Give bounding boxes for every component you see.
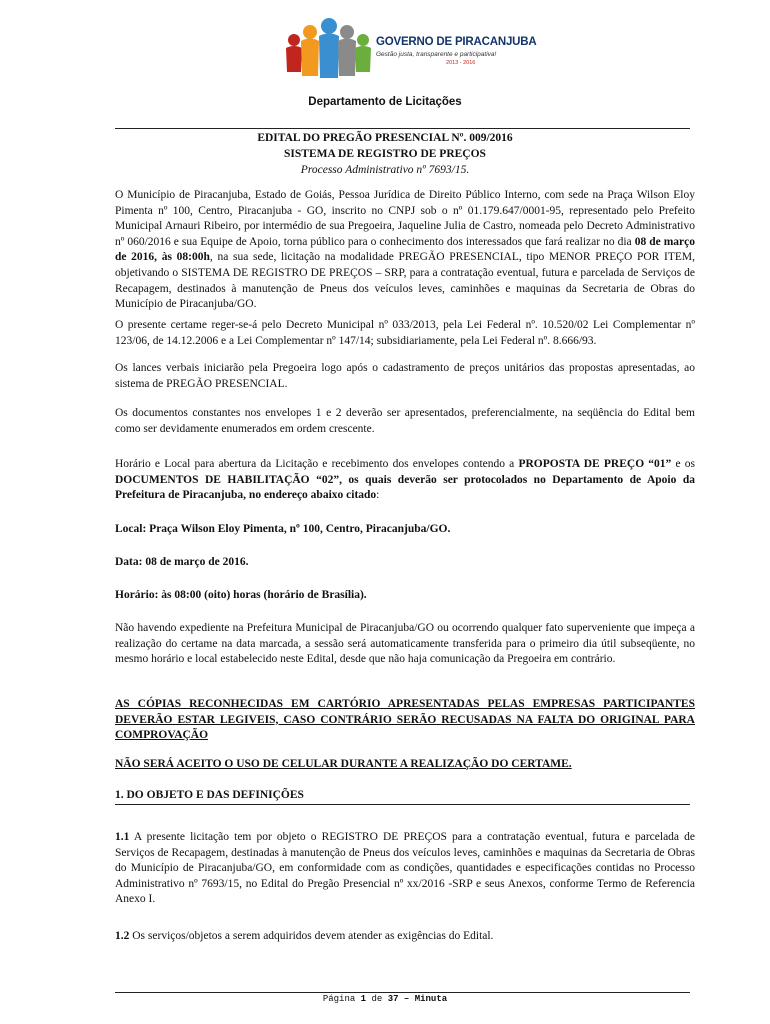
process-number: Processo Administrativo nº 7693/15. [300, 164, 470, 176]
envelope-habilitacao-bold: DOCUMENTOS DE HABILITAÇÃO “02”, os quais deverão ser protocolados no Departamento de Apoio da Prefeitura de Piracanjuba, no endereço abaixo citado [115, 473, 695, 502]
copies-warning: AS CÓPIAS RECONHECIDAS EM CARTÓRIO APRESENTADAS PELAS EMPRESAS PARTICIPANTES DEVERÃO ESTAR LEGIVEIS, CASO CONTRÁRIO SERÃO RECUSADAS NA FALTA DO ORIGINAL PARA COMPROVAÇÃO [115, 698, 695, 742]
intro-paragraph [115, 188, 695, 313]
edital-subtitle: SISTEMA DE REGISTRO DE PREÇOS [284, 148, 486, 160]
legal-basis-paragraph: O presente certame reger-se-á pelo Decreto Municipal nº 033/2013, pela Lei Federal nº. 10.520/02 Lei Complementar nº 123/06, de 14.12.2006 e a Lei Complementar nº 147/14; subsidiariamente, pela Lei Federal nº. 8.666/93. [115, 319, 695, 347]
item-1-2-paragraph [115, 929, 695, 945]
footer-page-number: 1 [360, 994, 367, 1004]
intro-text-a: O Município de Piracanjuba, Estado de Goiás, Pessoa Jurídica de Direito Público Interno, com sede na Praça Wilson Eloy Pimenta nº 100, Centro, Piracanjuba - GO, inscrito no CNPJ sob o nº 01.179.647/0001-95, representado pelo Prefeito Municipal Arnauri Ribeiro, por intermédio de sua Pregoeira, Jaqueline Julia de Castro, nomeada pelo Decreto Administrativo nº 060/2016 e sua Equipe de Apoio, torna público para o conhecimento dos interessados que fará realizar no dia [115, 189, 695, 248]
envelope-text-a: Horário e Local para abertura da Licitação e recebimento dos envelopes contendo a [115, 458, 519, 470]
cellphone-warning: NÃO SERÁ ACEITO O USO DE CELULAR DURANTE A REALIZAÇÃO DO CERTAME. [115, 758, 572, 770]
no-expedient-paragraph: Não havendo expediente na Prefeitura Municipal de Piracanjuba/GO ou ocorrendo qualquer fato superveniente que impeça a realização do certame na data marcada, a sessão será automaticamente transferida para o primeiro dia útil subseqüente, no mesmo horário e local estabelecido neste Edital, desde que não haja comunicação da Pregoeira em contrário. [115, 622, 695, 666]
item-1-1-number: 1.1 [115, 831, 130, 843]
footer-suffix: – Minuta [403, 994, 448, 1004]
header-divider [115, 128, 690, 129]
page-footer [0, 994, 770, 1004]
footer-of-label: de [371, 994, 383, 1004]
governo-piracanjuba-logo [282, 14, 537, 86]
time-line: Horário: às 08:00 (oito) horas (horário de Brasília). [115, 589, 367, 601]
envelope-paragraph [115, 457, 695, 504]
envelope-text-d: : [376, 489, 380, 502]
date-line: Data: 08 de março de 2016. [115, 556, 249, 568]
intro-text-b: , na sua sede, licitação na modalidade PREGÃO PRESENCIAL, tipo MENOR PREÇO POR ITEM, objetivando o SISTEMA DE REGISTRO DE PREÇOS – SRP, para a contratação eventual, futura e parcelada de Serviços de Recapagem, destinados à manutenção de Pneus dos veículos leves, caminhões e maquinas da Secretaria de Obras do Município de Piracanjuba/GO. [115, 251, 695, 311]
item-1-2-number: 1.2 [115, 930, 130, 942]
envelope-proposta-bold: PROPOSTA DE PREÇO “01” [518, 458, 672, 470]
logo-years: 2013 - 2016 [446, 60, 476, 66]
people-figures-icon [282, 14, 374, 84]
item-1-1-text: A presente licitação tem por objeto o REGISTRO DE PREÇOS para a contratação eventual, futura e parcelada de Serviços de Recapagem, destinadas à manutenção de Pneus dos veículos leves, caminhões e maquinas da Secretaria de Obras do Município de Piracanjuba/GO, em conformidade com as condições, quantidades e especificações contidas no Processo Administrativo nº 7693/15, no Edital do Pregão Presencial nº xx/2016 -SRP e seus Anexos, conforme Termo de Referencia Anexo I. [115, 831, 695, 906]
footer-divider [115, 992, 690, 993]
item-1-1-paragraph [115, 830, 695, 908]
logo-text [376, 36, 536, 66]
department-title: Departamento de Licitações [308, 96, 462, 108]
envelope-text-c: e os [671, 458, 695, 470]
item-1-2-text: Os serviços/objetos a serem adquiridos devem atender as exigências do Edital. [129, 930, 494, 942]
footer-total-pages: 37 [387, 994, 399, 1004]
section-1-title: 1. DO OBJETO E DAS DEFINIÇÕES [115, 789, 304, 801]
footer-page-label: Página [322, 994, 356, 1004]
edital-title: EDITAL DO PREGÃO PRESENCIAL Nº. 009/2016 [257, 132, 513, 144]
documents-paragraph: Os documentos constantes nos envelopes 1 e 2 deverão ser apresentados, preferencialmente, na seqüência do Edital bem como ser devidamente enumerados em ordem crescente. [115, 407, 695, 435]
local-line: Local: Praça Wilson Eloy Pimenta, nº 100, Centro, Piracanjuba/GO. [115, 523, 451, 535]
lances-paragraph: Os lances verbais iniciarão pela Pregoeira logo após o cadastramento de preços unitários das propostas apresentadas, ao sistema de PREGÃO PRESENCIAL. [115, 362, 695, 390]
section-1-divider [115, 804, 690, 805]
logo-title: GOVERNO DE PIRACANJUBA [376, 36, 537, 48]
logo-slogan: Gestão justa, transparente e participativa! [376, 51, 497, 58]
intro-date-bold: 08 de março de 2016, às 08:00h [115, 235, 695, 264]
